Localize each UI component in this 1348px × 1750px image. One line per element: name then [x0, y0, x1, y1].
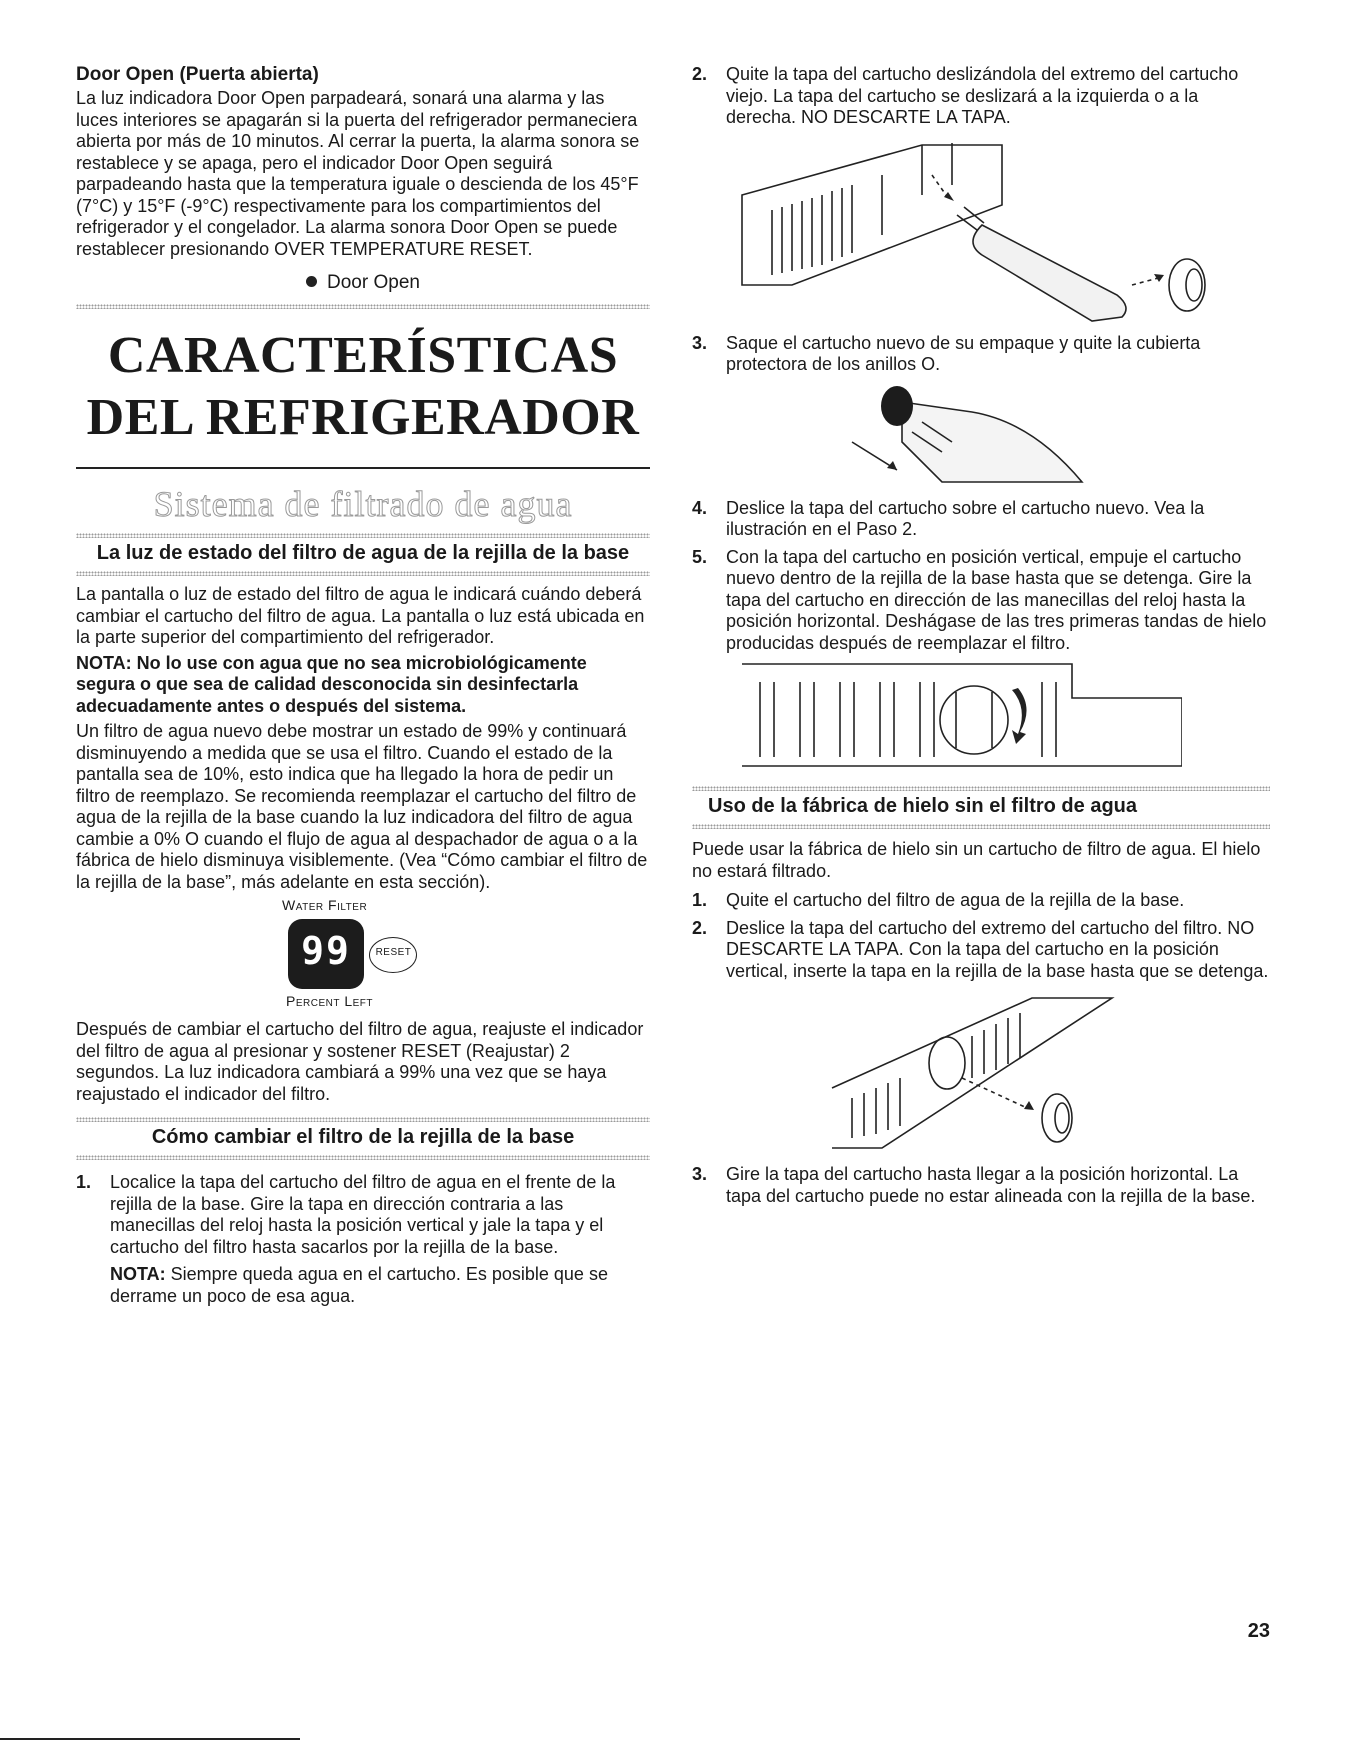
section-title: Sistema de filtrado de agua: [153, 484, 573, 524]
divider: [76, 304, 650, 309]
step-number: 3.: [692, 1164, 708, 1184]
rotate-cap-illustration: [742, 662, 1182, 772]
ice-maker-intro: Puede usar la fábrica de hielo sin un cartucho de filtro de agua. El hielo no estará filtrado.: [692, 839, 1261, 881]
display-value: 99: [301, 929, 351, 973]
display-top-label: Water Filter: [282, 897, 368, 913]
oring-illustration: [842, 382, 1142, 492]
step-number: 4.: [692, 497, 708, 518]
right-steps-b: [692, 333, 1270, 376]
door-open-body: La luz indicadora Door Open parpadeará, sonará una alarma y las luces interiores se apagarán si la puerta del refrigerador permaneciera abierta por más de 10 minutos. Al cerrar la puerta, la alarma sonora se restablece y se apaga, pero el indicador Door Open seguirá parpadeando hasta que la temperatura iguale o descienda de los 45°F (7°C) y 15°F (-9°C) respectivamente para los compartimientos del refrigerador y el congelador. La alarma sonora Door Open se puede restablecer presionando OVER TEMPERATURE RESET.: [76, 88, 640, 259]
note-text: Siempre queda agua en el cartucho. Es posible que se derrame un poco de esa agua.: [110, 1264, 608, 1306]
ice-maker-steps-b: [692, 1164, 1270, 1207]
step-text: Saque el cartucho nuevo de su empaque y quite la cubierta protectora de los anillos O.: [726, 332, 1201, 374]
step-number: 3.: [692, 332, 708, 353]
ice-maker-heading: Uso de la fábrica de hielo sin el filtro de agua: [708, 795, 1137, 817]
door-open-indicator: [76, 272, 650, 294]
change-filter-steps: [76, 1172, 650, 1307]
water-filter-display: [76, 897, 650, 1013]
filter-status-heading: La luz de estado del filtro de agua de la rejilla de la base: [96, 542, 630, 564]
step-text: Con la tapa del cartucho en posición vertical, empuje el cartucho nuevo dentro de la rejilla de la base hasta que se detenga. Gire la tapa del cartucho en dirección de las manecillas del reloj hasta la posición horizontal. Deshágase de las tres primeras tandas de hielo producidas después de reemplazar el filtro.: [726, 546, 1267, 653]
right-steps-a: [692, 64, 1270, 129]
list-item: [692, 498, 1270, 541]
right-steps-c: [692, 498, 1270, 655]
left-column: [76, 64, 650, 1313]
ice-maker-steps-a: [692, 890, 1270, 982]
footer-rule: [0, 1738, 300, 1740]
list-item: [692, 64, 1270, 129]
main-title-line1: CARACTERÍSTICAS: [107, 327, 619, 384]
step-text: Deslice la tapa del cartucho del extremo del cartucho del filtro. NO DESCARTE LA TAPA. Con la tapa del cartucho en la posición vertical, inserte la tapa en la rejilla de la base hasta que se detenga.: [726, 917, 1269, 981]
divider: [76, 1155, 650, 1160]
list-item: [692, 890, 1270, 912]
list-item: [692, 547, 1270, 655]
divider: [692, 786, 1270, 791]
list-item: [692, 1164, 1270, 1207]
right-column: [692, 64, 1270, 1213]
step-number: 1.: [692, 890, 708, 910]
step-number: 2.: [692, 64, 708, 84]
divider: [76, 533, 650, 538]
reset-button-label: RESET: [375, 947, 412, 958]
list-item: [692, 918, 1270, 983]
note-label: NOTA:: [110, 1264, 166, 1284]
main-title-line2: DEL REFRIGERADOR: [86, 389, 640, 446]
title-rule: [76, 467, 650, 469]
door-open-indicator-label: Door Open: [327, 272, 420, 293]
display-bottom-label: Percent Left: [286, 993, 374, 1009]
main-title: [76, 325, 650, 449]
filter-status-p2: Un filtro de agua nuevo debe mostrar un estado de 99% y continuará disminuyendo a medida que se usa el filtro. Cuando el estado de la pantalla sea de 10%, esto indica que ha llegado la hora de pedir un filtro de reemplazo. Se recomienda reemplazar el cartucho del filtro de agua de la rejilla de la base cuando la luz indicadora del filtro de agua cambie a 0% O cuando el flujo de agua al despachador de agua o a la fábrica de hielo disminuya visiblemente. (Vea “Cómo cambiar el filtro de la rejilla de la base”, más adelante en esta sección).: [76, 721, 648, 892]
insert-cap-illustration: [822, 988, 1122, 1158]
step-text: Gire la tapa del cartucho hasta llegar a la posición horizontal. La tapa del cartucho puede no estar alineada con la rejilla de la base.: [726, 1164, 1256, 1206]
step-number: 5.: [692, 546, 708, 567]
step-text: Quite la tapa del cartucho deslizándola del extremo del cartucho viejo. La tapa del cartucho se deslizará a la izquierda o a la derecha. NO DESCARTE LA TAPA.: [726, 64, 1239, 127]
step-number: 2.: [692, 917, 708, 938]
filter-status-p3: Después de cambiar el cartucho del filtro de agua, reajuste el indicador del filtro de agua al presionar y sostener RESET (Reajustar) 2 segundos. La luz indicadora cambiará a 99% una vez que se haya reajustado el indicador del filtro.: [76, 1019, 644, 1104]
list-item: [76, 1172, 650, 1307]
step-text: Quite el cartucho del filtro de agua de la rejilla de la base.: [726, 890, 1185, 910]
divider: [692, 824, 1270, 829]
filter-status-note: NOTA: No lo use con agua que no sea microbiológicamente segura o que sea de calidad desconocida sin desinfectarla adecuadamente antes o después del sistema.: [76, 652, 587, 716]
change-filter-heading: Cómo cambiar el filtro de la rejilla de la base: [151, 1126, 575, 1148]
remove-cap-illustration: [732, 135, 1232, 325]
filter-status-p1: La pantalla o luz de estado del filtro de agua le indicará cuándo deberá cambiar el cartucho del filtro de agua. La pantalla o luz está ubicada en la parte superior del compartimiento del refrigerador.: [76, 584, 645, 647]
door-open-heading: Door Open (Puerta abierta): [76, 64, 319, 85]
indicator-dot-icon: [306, 276, 317, 287]
step-number: 1.: [76, 1172, 92, 1192]
step-text: Localice la tapa del cartucho del filtro de agua en el frente de la rejilla de la base. Gire la tapa en dirección contraria a las manecillas del reloj hasta la posición vertical y jale la tapa y el cartucho del filtro hasta sacarlos por la rejilla de la base.: [110, 1172, 616, 1257]
divider: [76, 571, 650, 576]
page-number: 23: [1247, 1620, 1270, 1642]
divider: [76, 1117, 650, 1122]
step-text: Deslice la tapa del cartucho sobre el cartucho nuevo. Vea la ilustración en el Paso 2.: [726, 497, 1205, 539]
list-item: [692, 333, 1270, 376]
step-note: [110, 1264, 650, 1307]
